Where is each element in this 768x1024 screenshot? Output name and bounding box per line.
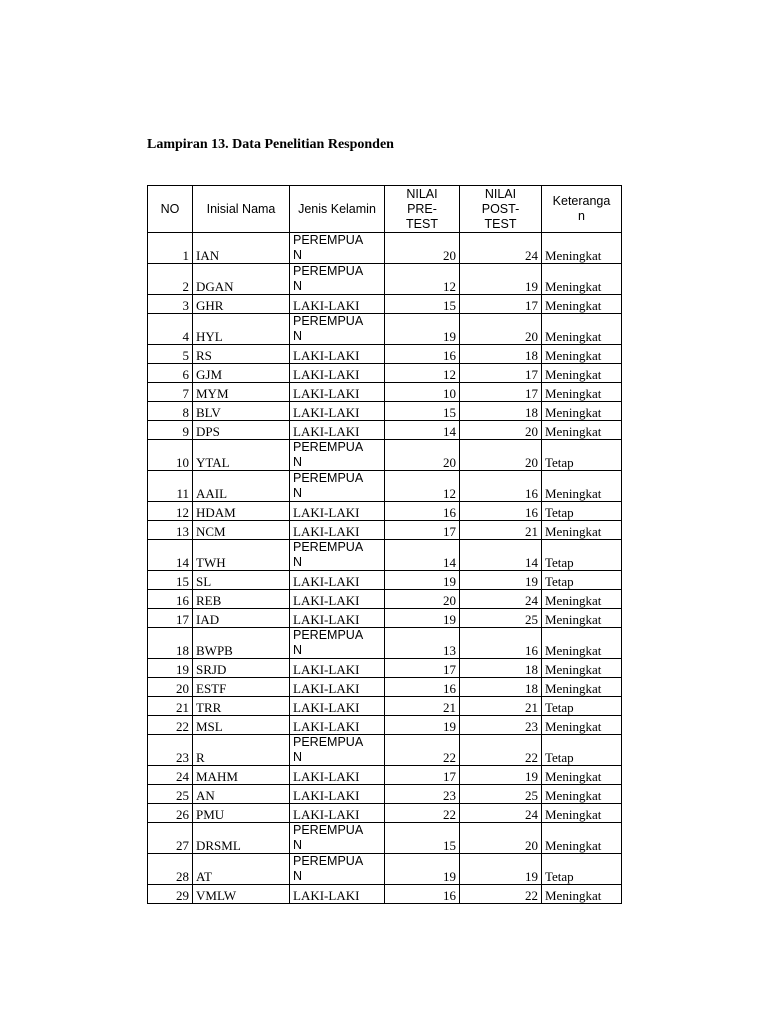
jenis-kelamin-line: LAKI-LAKI [293, 681, 360, 696]
jenis-kelamin-line: LAKI-LAKI [293, 348, 360, 363]
jenis-kelamin-line: PEREMPUA [293, 628, 364, 642]
cell-no: 23 [148, 735, 193, 766]
table-row [148, 264, 622, 295]
cell-nilai-pre-test: 15 [385, 402, 460, 421]
table-row [148, 609, 622, 628]
cell-nilai-post-test: 20 [460, 314, 542, 345]
jenis-kelamin-line: LAKI-LAKI [293, 769, 360, 784]
cell-jenis-kelamin [290, 502, 385, 521]
cell-nilai-pre-test: 19 [385, 854, 460, 885]
jenis-kelamin-line: PEREMPUA [293, 823, 364, 837]
table-row [148, 628, 622, 659]
cell-inisial-nama: SRJD [193, 659, 290, 678]
cell-nilai-pre-test: 15 [385, 295, 460, 314]
cell-nilai-post-test: 17 [460, 295, 542, 314]
table-row [148, 233, 622, 264]
cell-keterangan: Tetap [542, 697, 622, 716]
cell-no: 19 [148, 659, 193, 678]
jenis-kelamin-line: N [293, 455, 303, 469]
cell-nilai-post-test: 24 [460, 590, 542, 609]
cell-no: 21 [148, 697, 193, 716]
cell-nilai-post-test: 20 [460, 440, 542, 471]
header-inisial-nama: Inisial Nama [193, 186, 290, 233]
cell-nilai-pre-test: 20 [385, 590, 460, 609]
table-row [148, 766, 622, 785]
cell-jenis-kelamin [290, 571, 385, 590]
cell-inisial-nama: IAN [193, 233, 290, 264]
jenis-kelamin-line: LAKI-LAKI [293, 593, 360, 608]
cell-jenis-kelamin [290, 590, 385, 609]
cell-keterangan: Meningkat [542, 590, 622, 609]
cell-inisial-nama: PMU [193, 804, 290, 823]
table-row [148, 295, 622, 314]
jenis-kelamin-line: N [293, 486, 303, 500]
cell-nilai-post-test: 20 [460, 421, 542, 440]
cell-inisial-nama: REB [193, 590, 290, 609]
cell-inisial-nama: MAHM [193, 766, 290, 785]
cell-no: 11 [148, 471, 193, 502]
cell-no: 8 [148, 402, 193, 421]
jenis-kelamin-line: LAKI-LAKI [293, 612, 360, 627]
jenis-kelamin-line: LAKI-LAKI [293, 298, 360, 313]
cell-jenis-kelamin [290, 678, 385, 697]
cell-jenis-kelamin [290, 785, 385, 804]
cell-no: 14 [148, 540, 193, 571]
cell-keterangan: Meningkat [542, 345, 622, 364]
cell-nilai-pre-test: 17 [385, 659, 460, 678]
cell-inisial-nama: TWH [193, 540, 290, 571]
cell-nilai-post-test: 14 [460, 540, 542, 571]
cell-nilai-post-test: 21 [460, 697, 542, 716]
table-row [148, 785, 622, 804]
cell-nilai-post-test: 19 [460, 766, 542, 785]
cell-no: 16 [148, 590, 193, 609]
cell-inisial-nama: IAD [193, 609, 290, 628]
table-row [148, 364, 622, 383]
cell-nilai-pre-test: 22 [385, 735, 460, 766]
cell-jenis-kelamin [290, 402, 385, 421]
table-row [148, 885, 622, 904]
jenis-kelamin-line: PEREMPUA [293, 540, 364, 554]
cell-keterangan: Meningkat [542, 716, 622, 735]
jenis-kelamin-line: LAKI-LAKI [293, 888, 360, 903]
cell-jenis-kelamin [290, 716, 385, 735]
cell-no: 24 [148, 766, 193, 785]
cell-inisial-nama: DGAN [193, 264, 290, 295]
cell-no: 10 [148, 440, 193, 471]
jenis-kelamin-line: N [293, 869, 303, 883]
cell-inisial-nama: MYM [193, 383, 290, 402]
jenis-kelamin-line: LAKI-LAKI [293, 788, 360, 803]
cell-inisial-nama: BLV [193, 402, 290, 421]
cell-no: 12 [148, 502, 193, 521]
cell-nilai-pre-test: 16 [385, 345, 460, 364]
table-row [148, 440, 622, 471]
cell-nilai-post-test: 24 [460, 233, 542, 264]
cell-nilai-pre-test: 22 [385, 804, 460, 823]
cell-keterangan: Meningkat [542, 785, 622, 804]
jenis-kelamin-line: PEREMPUA [293, 264, 364, 278]
cell-nilai-pre-test: 23 [385, 785, 460, 804]
cell-nilai-pre-test: 17 [385, 521, 460, 540]
jenis-kelamin-line: LAKI-LAKI [293, 719, 360, 734]
cell-inisial-nama: DRSML [193, 823, 290, 854]
page-title: Lampiran 13. Data Penelitian Responden [147, 137, 394, 152]
cell-inisial-nama: YTAL [193, 440, 290, 471]
cell-keterangan: Meningkat [542, 295, 622, 314]
table-header-row [148, 186, 622, 233]
cell-keterangan: Meningkat [542, 383, 622, 402]
table-row [148, 540, 622, 571]
cell-keterangan: Tetap [542, 502, 622, 521]
table-row [148, 521, 622, 540]
jenis-kelamin-line: PEREMPUA [293, 471, 364, 485]
cell-nilai-pre-test: 15 [385, 823, 460, 854]
cell-no: 17 [148, 609, 193, 628]
cell-keterangan: Tetap [542, 854, 622, 885]
cell-nilai-pre-test: 19 [385, 716, 460, 735]
jenis-kelamin-line: LAKI-LAKI [293, 405, 360, 420]
cell-jenis-kelamin [290, 854, 385, 885]
cell-no: 9 [148, 421, 193, 440]
cell-no: 22 [148, 716, 193, 735]
cell-no: 15 [148, 571, 193, 590]
cell-keterangan: Meningkat [542, 314, 622, 345]
cell-jenis-kelamin [290, 521, 385, 540]
table-row [148, 421, 622, 440]
cell-nilai-post-test: 18 [460, 678, 542, 697]
cell-nilai-pre-test: 13 [385, 628, 460, 659]
cell-jenis-kelamin [290, 364, 385, 383]
cell-jenis-kelamin [290, 233, 385, 264]
jenis-kelamin-line: LAKI-LAKI [293, 662, 360, 677]
cell-keterangan: Tetap [542, 571, 622, 590]
header-nilai-post-test: NILAI POST- TEST [460, 186, 542, 233]
cell-jenis-kelamin [290, 697, 385, 716]
cell-nilai-pre-test: 21 [385, 697, 460, 716]
cell-nilai-post-test: 17 [460, 383, 542, 402]
cell-no: 1 [148, 233, 193, 264]
cell-nilai-post-test: 18 [460, 659, 542, 678]
jenis-kelamin-line: LAKI-LAKI [293, 807, 360, 822]
table-row [148, 590, 622, 609]
cell-nilai-pre-test: 14 [385, 540, 460, 571]
cell-jenis-kelamin [290, 383, 385, 402]
cell-keterangan: Meningkat [542, 233, 622, 264]
cell-keterangan: Meningkat [542, 402, 622, 421]
jenis-kelamin-line: LAKI-LAKI [293, 424, 360, 439]
cell-inisial-nama: BWPB [193, 628, 290, 659]
cell-nilai-post-test: 22 [460, 735, 542, 766]
jenis-kelamin-line: PEREMPUA [293, 233, 364, 247]
cell-inisial-nama: ESTF [193, 678, 290, 697]
cell-jenis-kelamin [290, 804, 385, 823]
cell-nilai-pre-test: 14 [385, 421, 460, 440]
cell-jenis-kelamin [290, 314, 385, 345]
cell-jenis-kelamin [290, 540, 385, 571]
cell-nilai-post-test: 24 [460, 804, 542, 823]
header-keterangan: Keteranga n [542, 186, 622, 233]
cell-no: 20 [148, 678, 193, 697]
cell-nilai-post-test: 17 [460, 364, 542, 383]
cell-nilai-pre-test: 19 [385, 609, 460, 628]
table-row [148, 571, 622, 590]
cell-jenis-kelamin [290, 440, 385, 471]
jenis-kelamin-line: LAKI-LAKI [293, 574, 360, 589]
cell-jenis-kelamin [290, 609, 385, 628]
cell-no: 29 [148, 885, 193, 904]
cell-keterangan: Meningkat [542, 628, 622, 659]
cell-no: 4 [148, 314, 193, 345]
cell-inisial-nama: HYL [193, 314, 290, 345]
cell-keterangan: Meningkat [542, 678, 622, 697]
cell-inisial-nama: RS [193, 345, 290, 364]
jenis-kelamin-line: N [293, 279, 303, 293]
cell-nilai-post-test: 22 [460, 885, 542, 904]
jenis-kelamin-line: N [293, 555, 303, 569]
cell-no: 25 [148, 785, 193, 804]
jenis-kelamin-line: N [293, 248, 303, 262]
cell-keterangan: Meningkat [542, 264, 622, 295]
cell-keterangan: Tetap [542, 540, 622, 571]
cell-inisial-nama: SL [193, 571, 290, 590]
cell-jenis-kelamin [290, 766, 385, 785]
cell-keterangan: Meningkat [542, 766, 622, 785]
cell-no: 3 [148, 295, 193, 314]
table-row [148, 854, 622, 885]
jenis-kelamin-line: LAKI-LAKI [293, 524, 360, 539]
cell-nilai-pre-test: 16 [385, 502, 460, 521]
table-row [148, 402, 622, 421]
jenis-kelamin-line: LAKI-LAKI [293, 700, 360, 715]
cell-no: 7 [148, 383, 193, 402]
jenis-kelamin-line: LAKI-LAKI [293, 505, 360, 520]
cell-nilai-post-test: 21 [460, 521, 542, 540]
header-no: NO [148, 186, 193, 233]
responden-table [147, 185, 622, 904]
cell-jenis-kelamin [290, 659, 385, 678]
cell-keterangan: Meningkat [542, 659, 622, 678]
cell-nilai-pre-test: 16 [385, 678, 460, 697]
cell-jenis-kelamin [290, 823, 385, 854]
cell-nilai-pre-test: 10 [385, 383, 460, 402]
cell-nilai-post-test: 18 [460, 402, 542, 421]
jenis-kelamin-line: PEREMPUA [293, 854, 364, 868]
cell-jenis-kelamin [290, 345, 385, 364]
cell-keterangan: Meningkat [542, 364, 622, 383]
cell-nilai-pre-test: 19 [385, 314, 460, 345]
cell-nilai-pre-test: 19 [385, 571, 460, 590]
cell-nilai-post-test: 18 [460, 345, 542, 364]
jenis-kelamin-line: PEREMPUA [293, 735, 364, 749]
jenis-kelamin-line: N [293, 838, 303, 852]
cell-no: 2 [148, 264, 193, 295]
cell-nilai-post-test: 19 [460, 571, 542, 590]
cell-no: 5 [148, 345, 193, 364]
cell-nilai-pre-test: 20 [385, 440, 460, 471]
cell-inisial-nama: HDAM [193, 502, 290, 521]
cell-nilai-pre-test: 12 [385, 364, 460, 383]
cell-inisial-nama: GJM [193, 364, 290, 383]
cell-jenis-kelamin [290, 735, 385, 766]
cell-keterangan: Meningkat [542, 609, 622, 628]
table-row [148, 823, 622, 854]
cell-nilai-post-test: 25 [460, 609, 542, 628]
table-body [148, 233, 622, 904]
table-row [148, 697, 622, 716]
cell-nilai-pre-test: 17 [385, 766, 460, 785]
cell-jenis-kelamin [290, 471, 385, 502]
cell-keterangan: Meningkat [542, 804, 622, 823]
table-row [148, 678, 622, 697]
jenis-kelamin-line: N [293, 750, 303, 764]
jenis-kelamin-line: PEREMPUA [293, 440, 364, 454]
table-row [148, 804, 622, 823]
cell-keterangan: Meningkat [542, 521, 622, 540]
jenis-kelamin-line: N [293, 329, 303, 343]
cell-nilai-pre-test: 20 [385, 233, 460, 264]
cell-keterangan: Meningkat [542, 885, 622, 904]
cell-no: 28 [148, 854, 193, 885]
cell-nilai-pre-test: 12 [385, 264, 460, 295]
table-row [148, 502, 622, 521]
jenis-kelamin-line: PEREMPUA [293, 314, 364, 328]
table-row [148, 716, 622, 735]
cell-inisial-nama: VMLW [193, 885, 290, 904]
cell-nilai-post-test: 16 [460, 628, 542, 659]
header-jenis-kelamin: Jenis Kelamin [290, 186, 385, 233]
cell-inisial-nama: AAIL [193, 471, 290, 502]
cell-no: 18 [148, 628, 193, 659]
cell-nilai-post-test: 20 [460, 823, 542, 854]
table-row [148, 314, 622, 345]
cell-no: 27 [148, 823, 193, 854]
cell-keterangan: Meningkat [542, 823, 622, 854]
cell-keterangan: Tetap [542, 735, 622, 766]
cell-inisial-nama: MSL [193, 716, 290, 735]
table-row [148, 735, 622, 766]
cell-nilai-pre-test: 12 [385, 471, 460, 502]
header-nilai-pre-test: NILAI PRE- TEST [385, 186, 460, 233]
table-row [148, 383, 622, 402]
cell-no: 13 [148, 521, 193, 540]
table-row [148, 659, 622, 678]
cell-nilai-post-test: 23 [460, 716, 542, 735]
cell-inisial-nama: AT [193, 854, 290, 885]
cell-nilai-post-test: 16 [460, 502, 542, 521]
cell-inisial-nama: NCM [193, 521, 290, 540]
cell-nilai-post-test: 19 [460, 854, 542, 885]
cell-inisial-nama: AN [193, 785, 290, 804]
table-row [148, 471, 622, 502]
cell-nilai-post-test: 25 [460, 785, 542, 804]
cell-inisial-nama: TRR [193, 697, 290, 716]
cell-nilai-post-test: 19 [460, 264, 542, 295]
cell-keterangan: Meningkat [542, 471, 622, 502]
cell-keterangan: Tetap [542, 440, 622, 471]
table-row [148, 345, 622, 364]
jenis-kelamin-line: LAKI-LAKI [293, 367, 360, 382]
cell-keterangan: Meningkat [542, 421, 622, 440]
cell-inisial-nama: DPS [193, 421, 290, 440]
cell-nilai-pre-test: 16 [385, 885, 460, 904]
cell-no: 6 [148, 364, 193, 383]
cell-inisial-nama: R [193, 735, 290, 766]
cell-no: 26 [148, 804, 193, 823]
jenis-kelamin-line: N [293, 643, 303, 657]
jenis-kelamin-line: LAKI-LAKI [293, 386, 360, 401]
cell-jenis-kelamin [290, 628, 385, 659]
cell-jenis-kelamin [290, 264, 385, 295]
cell-jenis-kelamin [290, 295, 385, 314]
cell-jenis-kelamin [290, 421, 385, 440]
cell-jenis-kelamin [290, 885, 385, 904]
cell-inisial-nama: GHR [193, 295, 290, 314]
cell-nilai-post-test: 16 [460, 471, 542, 502]
